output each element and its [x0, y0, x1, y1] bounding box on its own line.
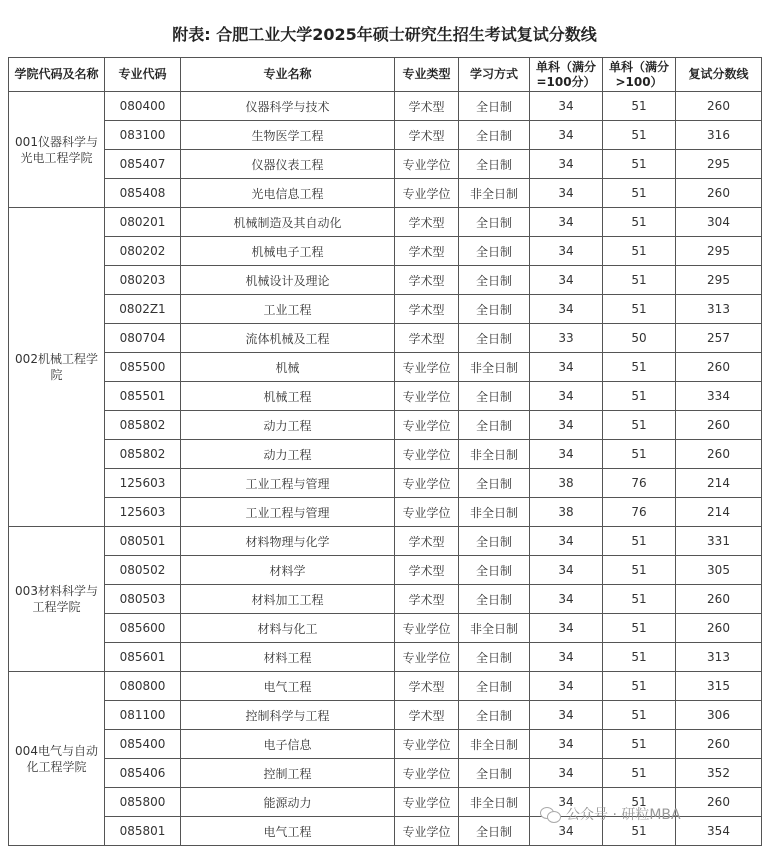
major-name-cell: 电气工程	[181, 817, 395, 846]
table-row	[9, 643, 762, 672]
score-table	[8, 57, 762, 846]
single-100-cell: 34	[530, 179, 603, 208]
major-name-cell: 材料学	[181, 556, 395, 585]
table-row	[9, 208, 762, 237]
study-mode-cell: 全日制	[459, 150, 530, 179]
single-over-100-cell: 51	[603, 527, 676, 556]
table-row	[9, 556, 762, 585]
major-name-cell: 机械	[181, 353, 395, 382]
major-code-cell: 080203	[105, 266, 181, 295]
major-code-cell: 085408	[105, 179, 181, 208]
college-cell: 002机械工程学院	[9, 208, 105, 527]
retest-score-cell: 304	[676, 208, 762, 237]
header-row	[9, 58, 762, 92]
page-title: 附表: 合肥工业大学2025年硕士研究生招生考试复试分数线	[172, 25, 597, 44]
major-name-cell: 机械工程	[181, 382, 395, 411]
table-row	[9, 527, 762, 556]
single-100-cell: 34	[530, 411, 603, 440]
header-cell: 专业类型	[395, 58, 459, 92]
study-mode-cell: 全日制	[459, 92, 530, 121]
major-code-cell: 083100	[105, 121, 181, 150]
study-mode-cell: 全日制	[459, 527, 530, 556]
study-mode-cell: 全日制	[459, 643, 530, 672]
study-mode-cell: 全日制	[459, 759, 530, 788]
retest-score-cell: 214	[676, 498, 762, 527]
major-name-cell: 机械制造及其自动化	[181, 208, 395, 237]
single-100-cell: 34	[530, 440, 603, 469]
major-type-cell: 学术型	[395, 701, 459, 730]
table-row	[9, 411, 762, 440]
single-over-100-cell: 51	[603, 92, 676, 121]
study-mode-cell: 非全日制	[459, 788, 530, 817]
study-mode-cell: 全日制	[459, 324, 530, 353]
major-type-cell: 学术型	[395, 585, 459, 614]
single-100-cell: 34	[530, 759, 603, 788]
major-code-cell: 080503	[105, 585, 181, 614]
major-code-cell: 125603	[105, 469, 181, 498]
major-type-cell: 专业学位	[395, 469, 459, 498]
single-over-100-cell: 76	[603, 469, 676, 498]
watermark-text: 公众号 · 研粒MBA	[566, 807, 681, 823]
table-row	[9, 324, 762, 353]
study-mode-cell: 全日制	[459, 237, 530, 266]
study-mode-cell: 全日制	[459, 585, 530, 614]
table-row	[9, 92, 762, 121]
major-name-cell: 光电信息工程	[181, 179, 395, 208]
college-cell: 004电气与自动化工程学院	[9, 672, 105, 846]
retest-score-cell: 260	[676, 179, 762, 208]
major-name-cell: 控制科学与工程	[181, 701, 395, 730]
major-type-cell: 专业学位	[395, 817, 459, 846]
single-100-cell: 34	[530, 643, 603, 672]
major-name-cell: 生物医学工程	[181, 121, 395, 150]
header-cell: 专业代码	[105, 58, 181, 92]
major-type-cell: 专业学位	[395, 643, 459, 672]
table-row	[9, 237, 762, 266]
major-name-cell: 动力工程	[181, 440, 395, 469]
major-code-cell: 085600	[105, 614, 181, 643]
major-type-cell: 学术型	[395, 672, 459, 701]
major-name-cell: 流体机械及工程	[181, 324, 395, 353]
major-code-cell: 085406	[105, 759, 181, 788]
retest-score-cell: 295	[676, 237, 762, 266]
retest-score-cell: 334	[676, 382, 762, 411]
retest-score-cell: 260	[676, 92, 762, 121]
single-over-100-cell: 51	[603, 179, 676, 208]
single-100-cell: 34	[530, 585, 603, 614]
major-name-cell: 仪器仪表工程	[181, 150, 395, 179]
major-code-cell: 080201	[105, 208, 181, 237]
study-mode-cell: 全日制	[459, 121, 530, 150]
study-mode-cell: 全日制	[459, 701, 530, 730]
retest-score-cell: 214	[676, 469, 762, 498]
table-row	[9, 179, 762, 208]
single-over-100-cell: 51	[603, 237, 676, 266]
major-name-cell: 控制工程	[181, 759, 395, 788]
single-100-cell: 34	[530, 208, 603, 237]
major-code-cell: 085407	[105, 150, 181, 179]
major-name-cell: 材料加工工程	[181, 585, 395, 614]
study-mode-cell: 全日制	[459, 411, 530, 440]
major-code-cell: 080202	[105, 237, 181, 266]
wechat-icon	[540, 806, 562, 822]
retest-score-cell: 260	[676, 411, 762, 440]
study-mode-cell: 非全日制	[459, 614, 530, 643]
retest-score-cell: 315	[676, 672, 762, 701]
major-code-cell: 080400	[105, 92, 181, 121]
single-over-100-cell: 51	[603, 817, 676, 846]
retest-score-cell: 257	[676, 324, 762, 353]
table-row	[9, 353, 762, 382]
major-name-cell: 电气工程	[181, 672, 395, 701]
table-row	[9, 469, 762, 498]
major-name-cell: 材料与化工	[181, 614, 395, 643]
table-row	[9, 121, 762, 150]
major-type-cell: 专业学位	[395, 179, 459, 208]
single-100-cell: 34	[530, 672, 603, 701]
major-name-cell: 仪器科学与技术	[181, 92, 395, 121]
single-over-100-cell: 51	[603, 614, 676, 643]
retest-score-cell: 316	[676, 121, 762, 150]
table-row	[9, 614, 762, 643]
table-row	[9, 672, 762, 701]
major-code-cell: 085801	[105, 817, 181, 846]
retest-score-cell: 331	[676, 527, 762, 556]
single-over-100-cell: 51	[603, 701, 676, 730]
major-type-cell: 专业学位	[395, 382, 459, 411]
study-mode-cell: 全日制	[459, 817, 530, 846]
retest-score-cell: 260	[676, 353, 762, 382]
single-over-100-cell: 51	[603, 295, 676, 324]
table-body	[9, 92, 762, 846]
major-type-cell: 专业学位	[395, 730, 459, 759]
major-type-cell: 专业学位	[395, 440, 459, 469]
table-row	[9, 701, 762, 730]
header-cell: 复试分数线	[676, 58, 762, 92]
table-row	[9, 150, 762, 179]
single-over-100-cell: 50	[603, 324, 676, 353]
retest-score-cell: 352	[676, 759, 762, 788]
college-cell: 001仪器科学与光电工程学院	[9, 92, 105, 208]
single-over-100-cell: 51	[603, 266, 676, 295]
single-100-cell: 34	[530, 788, 603, 817]
table-row	[9, 730, 762, 759]
single-100-cell: 34	[530, 382, 603, 411]
single-over-100-cell: 51	[603, 585, 676, 614]
study-mode-cell: 全日制	[459, 295, 530, 324]
single-over-100-cell: 51	[603, 643, 676, 672]
study-mode-cell: 非全日制	[459, 498, 530, 527]
single-over-100-cell: 51	[603, 353, 676, 382]
retest-score-cell: 313	[676, 643, 762, 672]
single-100-cell: 34	[530, 92, 603, 121]
study-mode-cell: 非全日制	[459, 179, 530, 208]
major-type-cell: 学术型	[395, 556, 459, 585]
major-type-cell: 学术型	[395, 266, 459, 295]
study-mode-cell: 全日制	[459, 266, 530, 295]
major-code-cell: 085500	[105, 353, 181, 382]
single-over-100-cell: 51	[603, 788, 676, 817]
retest-score-cell: 260	[676, 788, 762, 817]
single-100-cell: 34	[530, 353, 603, 382]
retest-score-cell: 260	[676, 730, 762, 759]
table-row	[9, 295, 762, 324]
retest-score-cell: 260	[676, 585, 762, 614]
retest-score-cell: 260	[676, 614, 762, 643]
retest-score-cell: 306	[676, 701, 762, 730]
major-code-cell: 085800	[105, 788, 181, 817]
study-mode-cell: 非全日制	[459, 353, 530, 382]
single-100-cell: 34	[530, 150, 603, 179]
major-name-cell: 材料物理与化学	[181, 527, 395, 556]
major-name-cell: 工业工程与管理	[181, 469, 395, 498]
major-name-cell: 工业工程	[181, 295, 395, 324]
table-row	[9, 440, 762, 469]
major-type-cell: 学术型	[395, 527, 459, 556]
table-row	[9, 759, 762, 788]
major-code-cell: 0802Z1	[105, 295, 181, 324]
major-type-cell: 专业学位	[395, 353, 459, 382]
retest-score-cell: 295	[676, 150, 762, 179]
single-100-cell: 34	[530, 237, 603, 266]
table-row	[9, 498, 762, 527]
single-over-100-cell: 51	[603, 440, 676, 469]
single-100-cell: 34	[530, 730, 603, 759]
major-type-cell: 学术型	[395, 324, 459, 353]
major-code-cell: 085802	[105, 411, 181, 440]
major-code-cell: 085501	[105, 382, 181, 411]
study-mode-cell: 全日制	[459, 382, 530, 411]
table-row	[9, 585, 762, 614]
major-name-cell: 机械设计及理论	[181, 266, 395, 295]
single-100-cell: 34	[530, 817, 603, 846]
single-over-100-cell: 51	[603, 411, 676, 440]
single-over-100-cell: 51	[603, 672, 676, 701]
single-over-100-cell: 51	[603, 121, 676, 150]
single-100-cell: 38	[530, 469, 603, 498]
study-mode-cell: 全日制	[459, 556, 530, 585]
study-mode-cell: 全日制	[459, 208, 530, 237]
header-cell: 单科（满分=100分）	[530, 58, 603, 92]
major-type-cell: 学术型	[395, 208, 459, 237]
major-name-cell: 机械电子工程	[181, 237, 395, 266]
header-cell: 单科（满分>100）	[603, 58, 676, 92]
retest-score-cell: 260	[676, 440, 762, 469]
study-mode-cell: 全日制	[459, 672, 530, 701]
single-100-cell: 34	[530, 121, 603, 150]
major-type-cell: 专业学位	[395, 788, 459, 817]
major-code-cell: 125603	[105, 498, 181, 527]
single-over-100-cell: 76	[603, 498, 676, 527]
study-mode-cell: 非全日制	[459, 440, 530, 469]
single-100-cell: 34	[530, 556, 603, 585]
major-code-cell: 085601	[105, 643, 181, 672]
major-code-cell: 080502	[105, 556, 181, 585]
major-code-cell: 080704	[105, 324, 181, 353]
header-cell: 专业名称	[181, 58, 395, 92]
single-100-cell: 34	[530, 266, 603, 295]
single-over-100-cell: 51	[603, 556, 676, 585]
study-mode-cell: 非全日制	[459, 730, 530, 759]
single-100-cell: 34	[530, 527, 603, 556]
single-100-cell: 33	[530, 324, 603, 353]
major-name-cell: 工业工程与管理	[181, 498, 395, 527]
study-mode-cell: 全日制	[459, 469, 530, 498]
major-type-cell: 专业学位	[395, 411, 459, 440]
major-type-cell: 专业学位	[395, 498, 459, 527]
single-over-100-cell: 51	[603, 208, 676, 237]
retest-score-cell: 305	[676, 556, 762, 585]
major-type-cell: 学术型	[395, 121, 459, 150]
major-name-cell: 能源动力	[181, 788, 395, 817]
single-100-cell: 34	[530, 701, 603, 730]
retest-score-cell: 354	[676, 817, 762, 846]
single-over-100-cell: 51	[603, 382, 676, 411]
single-over-100-cell: 51	[603, 759, 676, 788]
major-type-cell: 学术型	[395, 237, 459, 266]
major-code-cell: 085400	[105, 730, 181, 759]
single-over-100-cell: 51	[603, 730, 676, 759]
watermark	[540, 804, 681, 824]
table-row	[9, 266, 762, 295]
major-type-cell: 专业学位	[395, 150, 459, 179]
major-name-cell: 动力工程	[181, 411, 395, 440]
major-code-cell: 081100	[105, 701, 181, 730]
single-100-cell: 34	[530, 614, 603, 643]
major-type-cell: 专业学位	[395, 759, 459, 788]
major-name-cell: 材料工程	[181, 643, 395, 672]
major-type-cell: 专业学位	[395, 614, 459, 643]
header-cell: 学习方式	[459, 58, 530, 92]
retest-score-cell: 313	[676, 295, 762, 324]
major-type-cell: 学术型	[395, 295, 459, 324]
table-row	[9, 382, 762, 411]
major-name-cell: 电子信息	[181, 730, 395, 759]
college-cell: 003材料科学与工程学院	[9, 527, 105, 672]
major-type-cell: 学术型	[395, 92, 459, 121]
major-code-cell: 080501	[105, 527, 181, 556]
single-100-cell: 34	[530, 295, 603, 324]
header-cell: 学院代码及名称	[9, 58, 105, 92]
single-over-100-cell: 51	[603, 150, 676, 179]
major-code-cell: 080800	[105, 672, 181, 701]
single-100-cell: 38	[530, 498, 603, 527]
major-code-cell: 085802	[105, 440, 181, 469]
retest-score-cell: 295	[676, 266, 762, 295]
